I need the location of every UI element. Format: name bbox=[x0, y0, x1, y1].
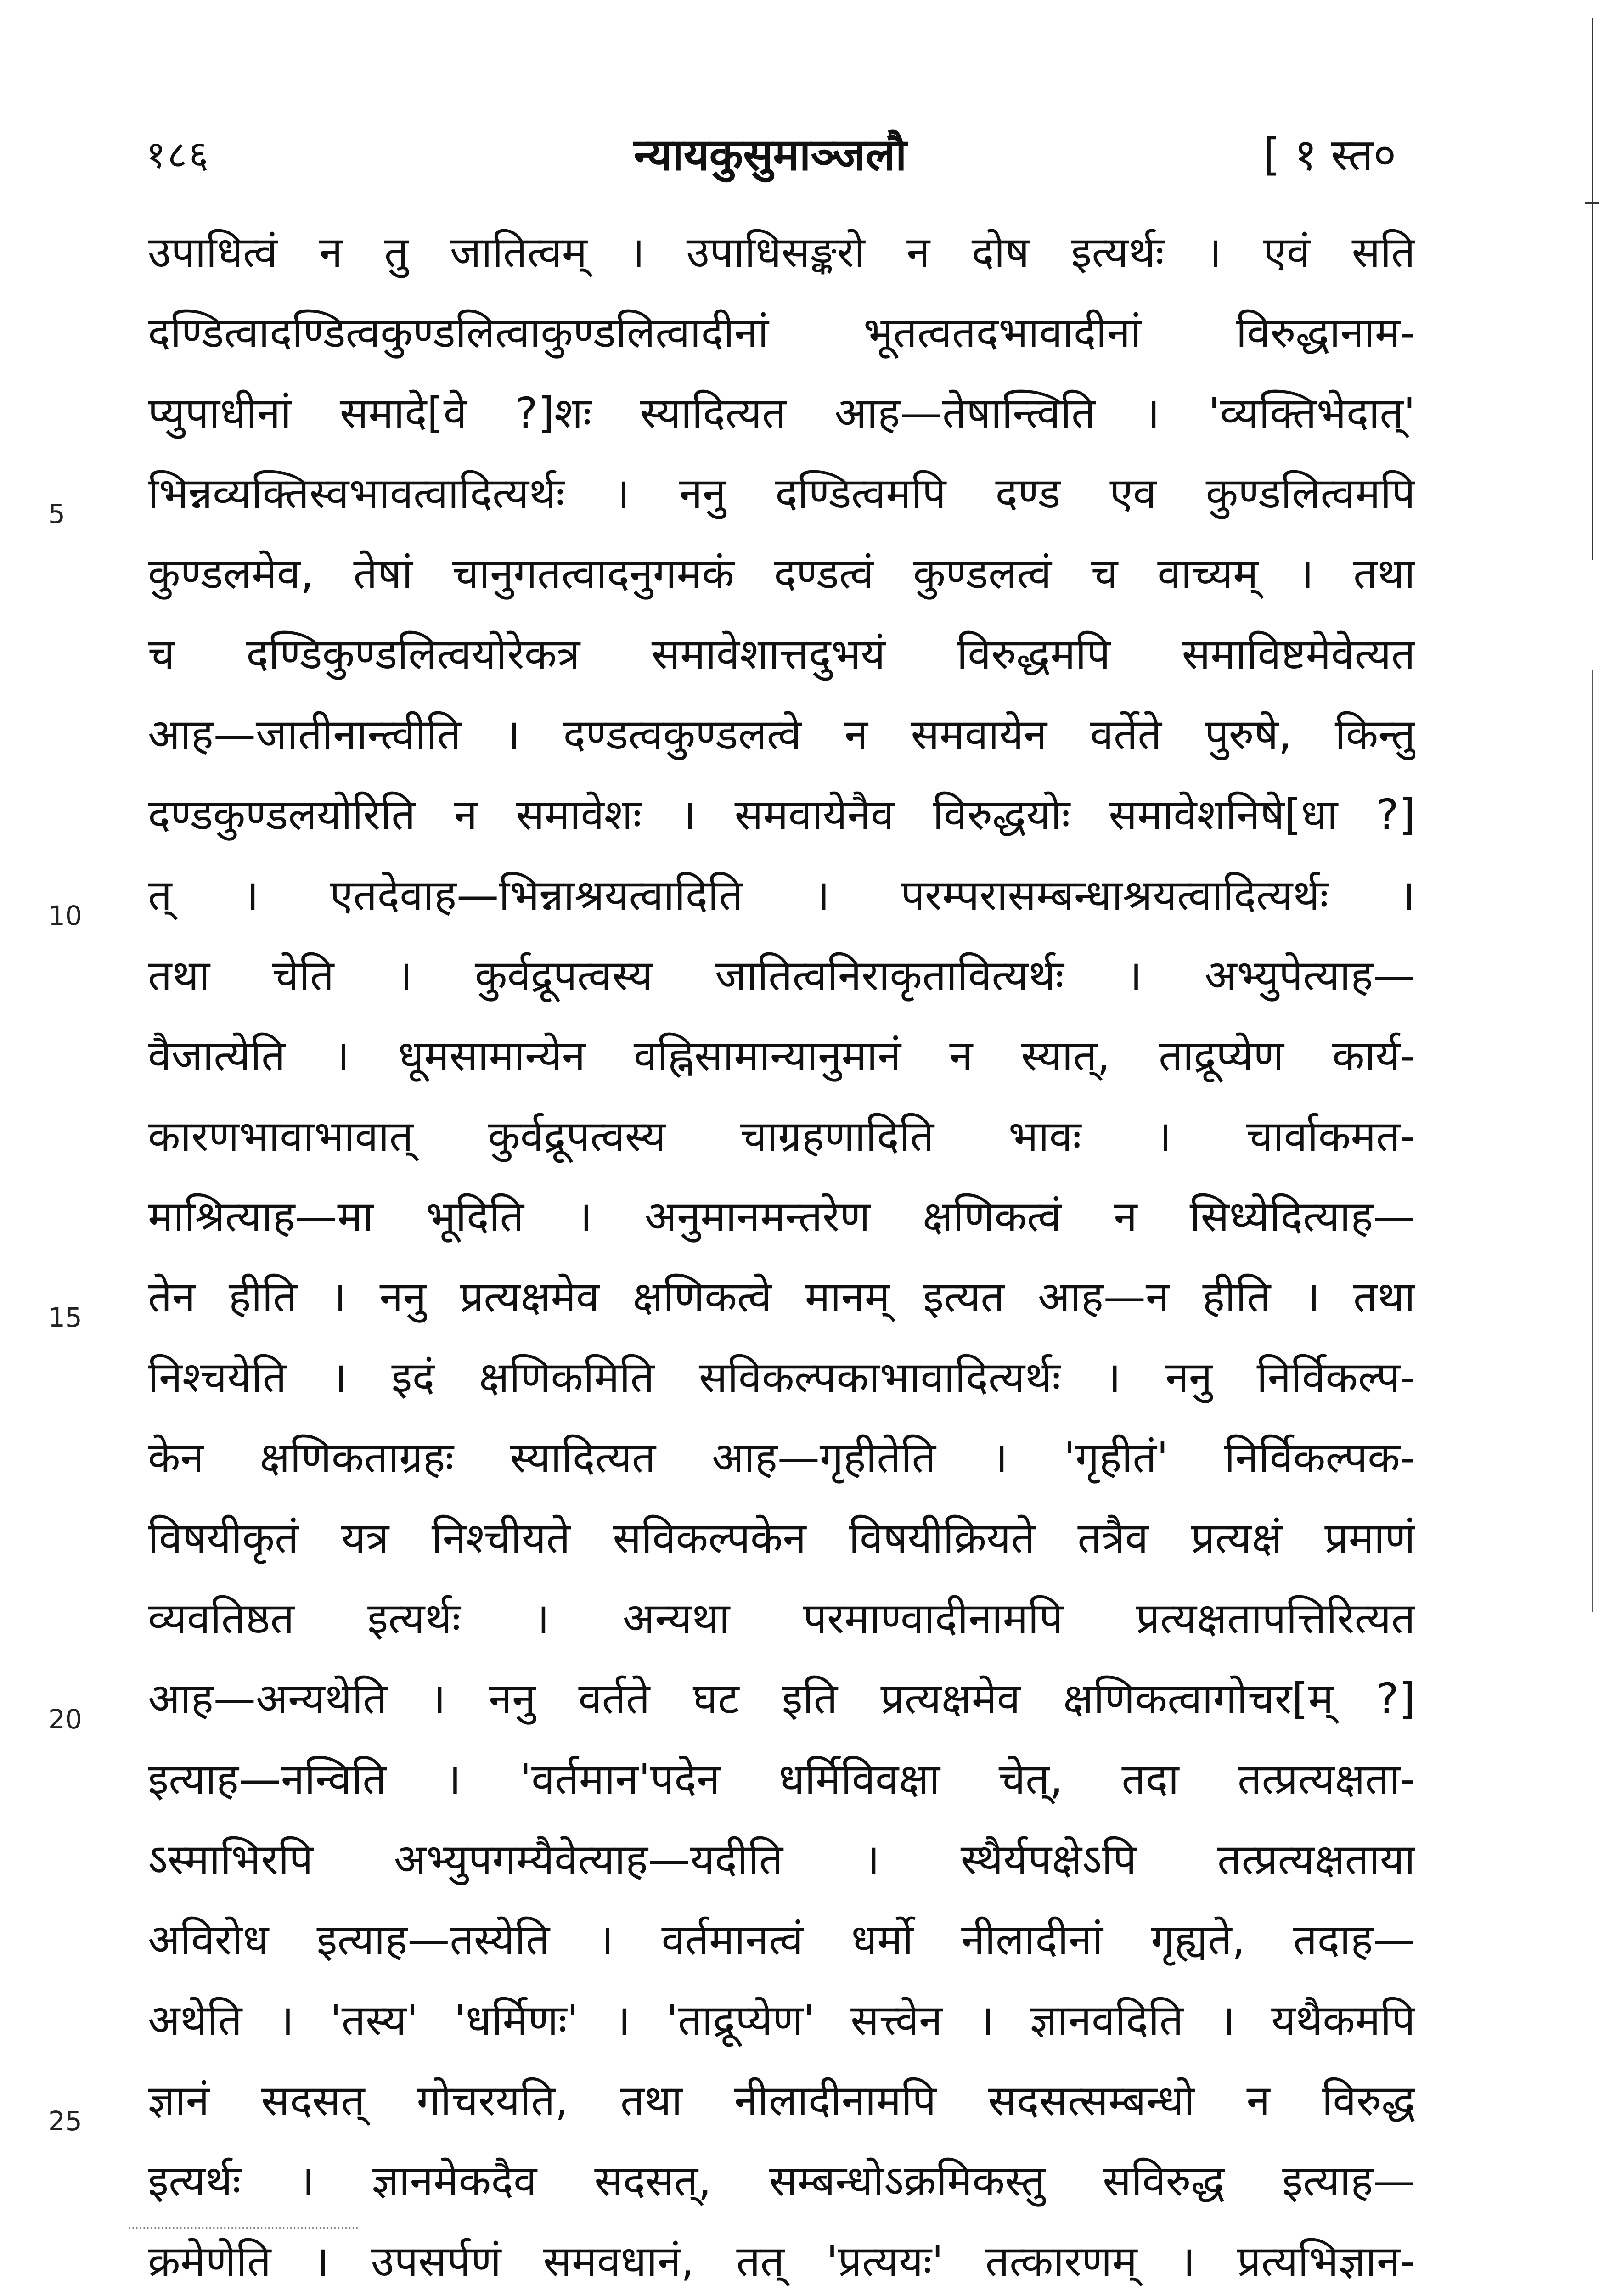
text-line: इत्याह—नन्विति । 'वर्तमान'पदेन धर्मिविवक्षा चेत्, तदा तत्प्रत्यक्षता- bbox=[148, 1755, 1415, 1804]
text-line: आह—जातीनान्त्वीति । दण्डत्वकुण्डलत्वे न समवायेन वर्तेते पुरुषे, किन्तु bbox=[148, 710, 1415, 759]
text-line: प्युपाधीनां समादे[वे ?]शः स्यादित्यत आह—तेषान्त्विति । 'व्यक्तिभेदात्' bbox=[148, 388, 1415, 438]
text-line: भिन्नव्यक्तिस्वभावत्वादित्यर्थः । ननु दण्डित्वमपि दण्ड एव कुण्डलित्वमपि bbox=[148, 469, 1415, 518]
text-line: केन क्षणिकताग्रहः स्यादित्यत आह—गृहीतेति । 'गृहीतं' निर्विकल्पक- bbox=[148, 1433, 1415, 1482]
running-title: न्यायकुसुमाञ्जलौ bbox=[634, 129, 907, 180]
text-line: च दण्डिकुण्डलित्वयोरेकत्र समावेशात्तदुभयं विरुद्धमपि समाविष्टमेवेत्यत bbox=[148, 630, 1415, 679]
margin-rule-lower bbox=[1592, 670, 1593, 1612]
text-line: वैजात्येति । धूमसामान्येन वह्निसामान्यानुमानं न स्यात्, ताद्रूप्येण कार्य- bbox=[148, 1031, 1415, 1080]
commentary-text bbox=[148, 212, 1415, 2296]
page-number: १८६ bbox=[146, 133, 210, 177]
text-line: दण्डित्वादण्डित्वकुण्डलित्वाकुण्डलित्वादीनां भूतत्वतदभावादीनां विरुद्धानाम- bbox=[148, 308, 1415, 357]
section-mark: [ १ स्त० bbox=[1263, 129, 1396, 180]
line-number-10: 10 bbox=[48, 900, 82, 931]
line-number-15: 15 bbox=[48, 1302, 82, 1333]
text-line: माश्रित्याह—मा भूदिति । अनुमानमन्तरेण क्षणिकत्वं न सिध्येदित्याह— bbox=[148, 1192, 1415, 1241]
text-line: क्रमेणेति । उपसर्पणं समवधानं, तत् 'प्रत्ययः' तत्कारणम् । प्रत्यभिज्ञान- bbox=[148, 2237, 1415, 2286]
scan-specks bbox=[129, 2227, 358, 2232]
line-number-25: 25 bbox=[48, 2105, 82, 2137]
text-line: व्यवतिष्ठत इत्यर्थः । अन्यथा परमाण्वादीनामपि प्रत्यक्षतापत्तिरित्यत bbox=[148, 1594, 1415, 1643]
text-line: निश्चयेति । इदं क्षणिकमिति सविकल्पकाभावादित्यर्थः । ननु निर्विकल्प- bbox=[148, 1353, 1415, 1402]
text-line: अथेति । 'तस्य' 'धर्मिणः' । 'ताद्रूप्येण' सत्त्वेन । ज्ञानवदिति । यथैकमपि bbox=[148, 1996, 1415, 2045]
text-line: ज्ञानं सदसत् गोचरयति, तथा नीलादीनामपि सदसत्सम्बन्धो न विरुद्ध bbox=[148, 2076, 1415, 2125]
text-line: इत्यर्थः । ज्ञानमेकदैव सदसत्, सम्बन्धोऽक्रमिकस्तु सविरुद्ध इत्याह— bbox=[148, 2156, 1415, 2206]
text-line: तेन हीति । ननु प्रत्यक्षमेव क्षणिकत्वे मानम् इत्यत आह—न हीति । तथा bbox=[148, 1272, 1415, 1322]
text-line: आह—अन्यथेति । ननु वर्तते घट इति प्रत्यक्षमेव क्षणिकत्वागोचर[म् ?] bbox=[148, 1674, 1415, 1723]
line-number-20: 20 bbox=[48, 1704, 82, 1735]
text-line: ऽस्माभिरपि अभ्युपगम्यैवेत्याह—यदीति । स्थैर्यपक्षेऽपि तत्प्रत्यक्षताया bbox=[148, 1835, 1415, 1884]
text-line: त् । एतदेवाह—भिन्नाश्रयत्वादिति । परम्परासम्बन्धाश्रयत्वादित्यर्थः । bbox=[148, 871, 1415, 920]
text-line: उपाधित्वं न तु जातित्वम् । उपाधिसङ्करो न दोष इत्यर्थः । एवं सति bbox=[148, 228, 1415, 277]
text-line: अविरोध इत्याह—तस्येति । वर्तमानत्वं धर्मो नीलादीनां गृह्यते, तदाह— bbox=[148, 1915, 1415, 1964]
text-line: तथा चेति । कुर्वद्रूपत्वस्य जातित्वनिराकृतावित्यर्थः । अभ्युपेत्याह— bbox=[148, 951, 1415, 1000]
text-line: दण्डकुण्डलयोरिति न समावेशः । समवायेनैव विरुद्धयोः समावेशनिषे[धा ?] bbox=[148, 790, 1415, 839]
text-line: कारणभावाभावात् कुर्वद्रूपत्वस्य चाग्रहणादिति भावः । चार्वाकमत- bbox=[148, 1112, 1415, 1161]
margin-tick bbox=[1585, 202, 1599, 204]
margin-rule bbox=[1592, 18, 1593, 560]
text-line: कुण्डलमेव, तेषां चानुगतत्वादनुगमकं दण्डत्वं कुण्डलत्वं च वाच्यम् । तथा bbox=[148, 549, 1415, 598]
line-number-5: 5 bbox=[48, 498, 65, 529]
text-line: विषयीकृतं यत्र निश्चीयते सविकल्पकेन विषयीक्रियते तत्रैव प्रत्यक्षं प्रमाणं bbox=[148, 1514, 1415, 1563]
